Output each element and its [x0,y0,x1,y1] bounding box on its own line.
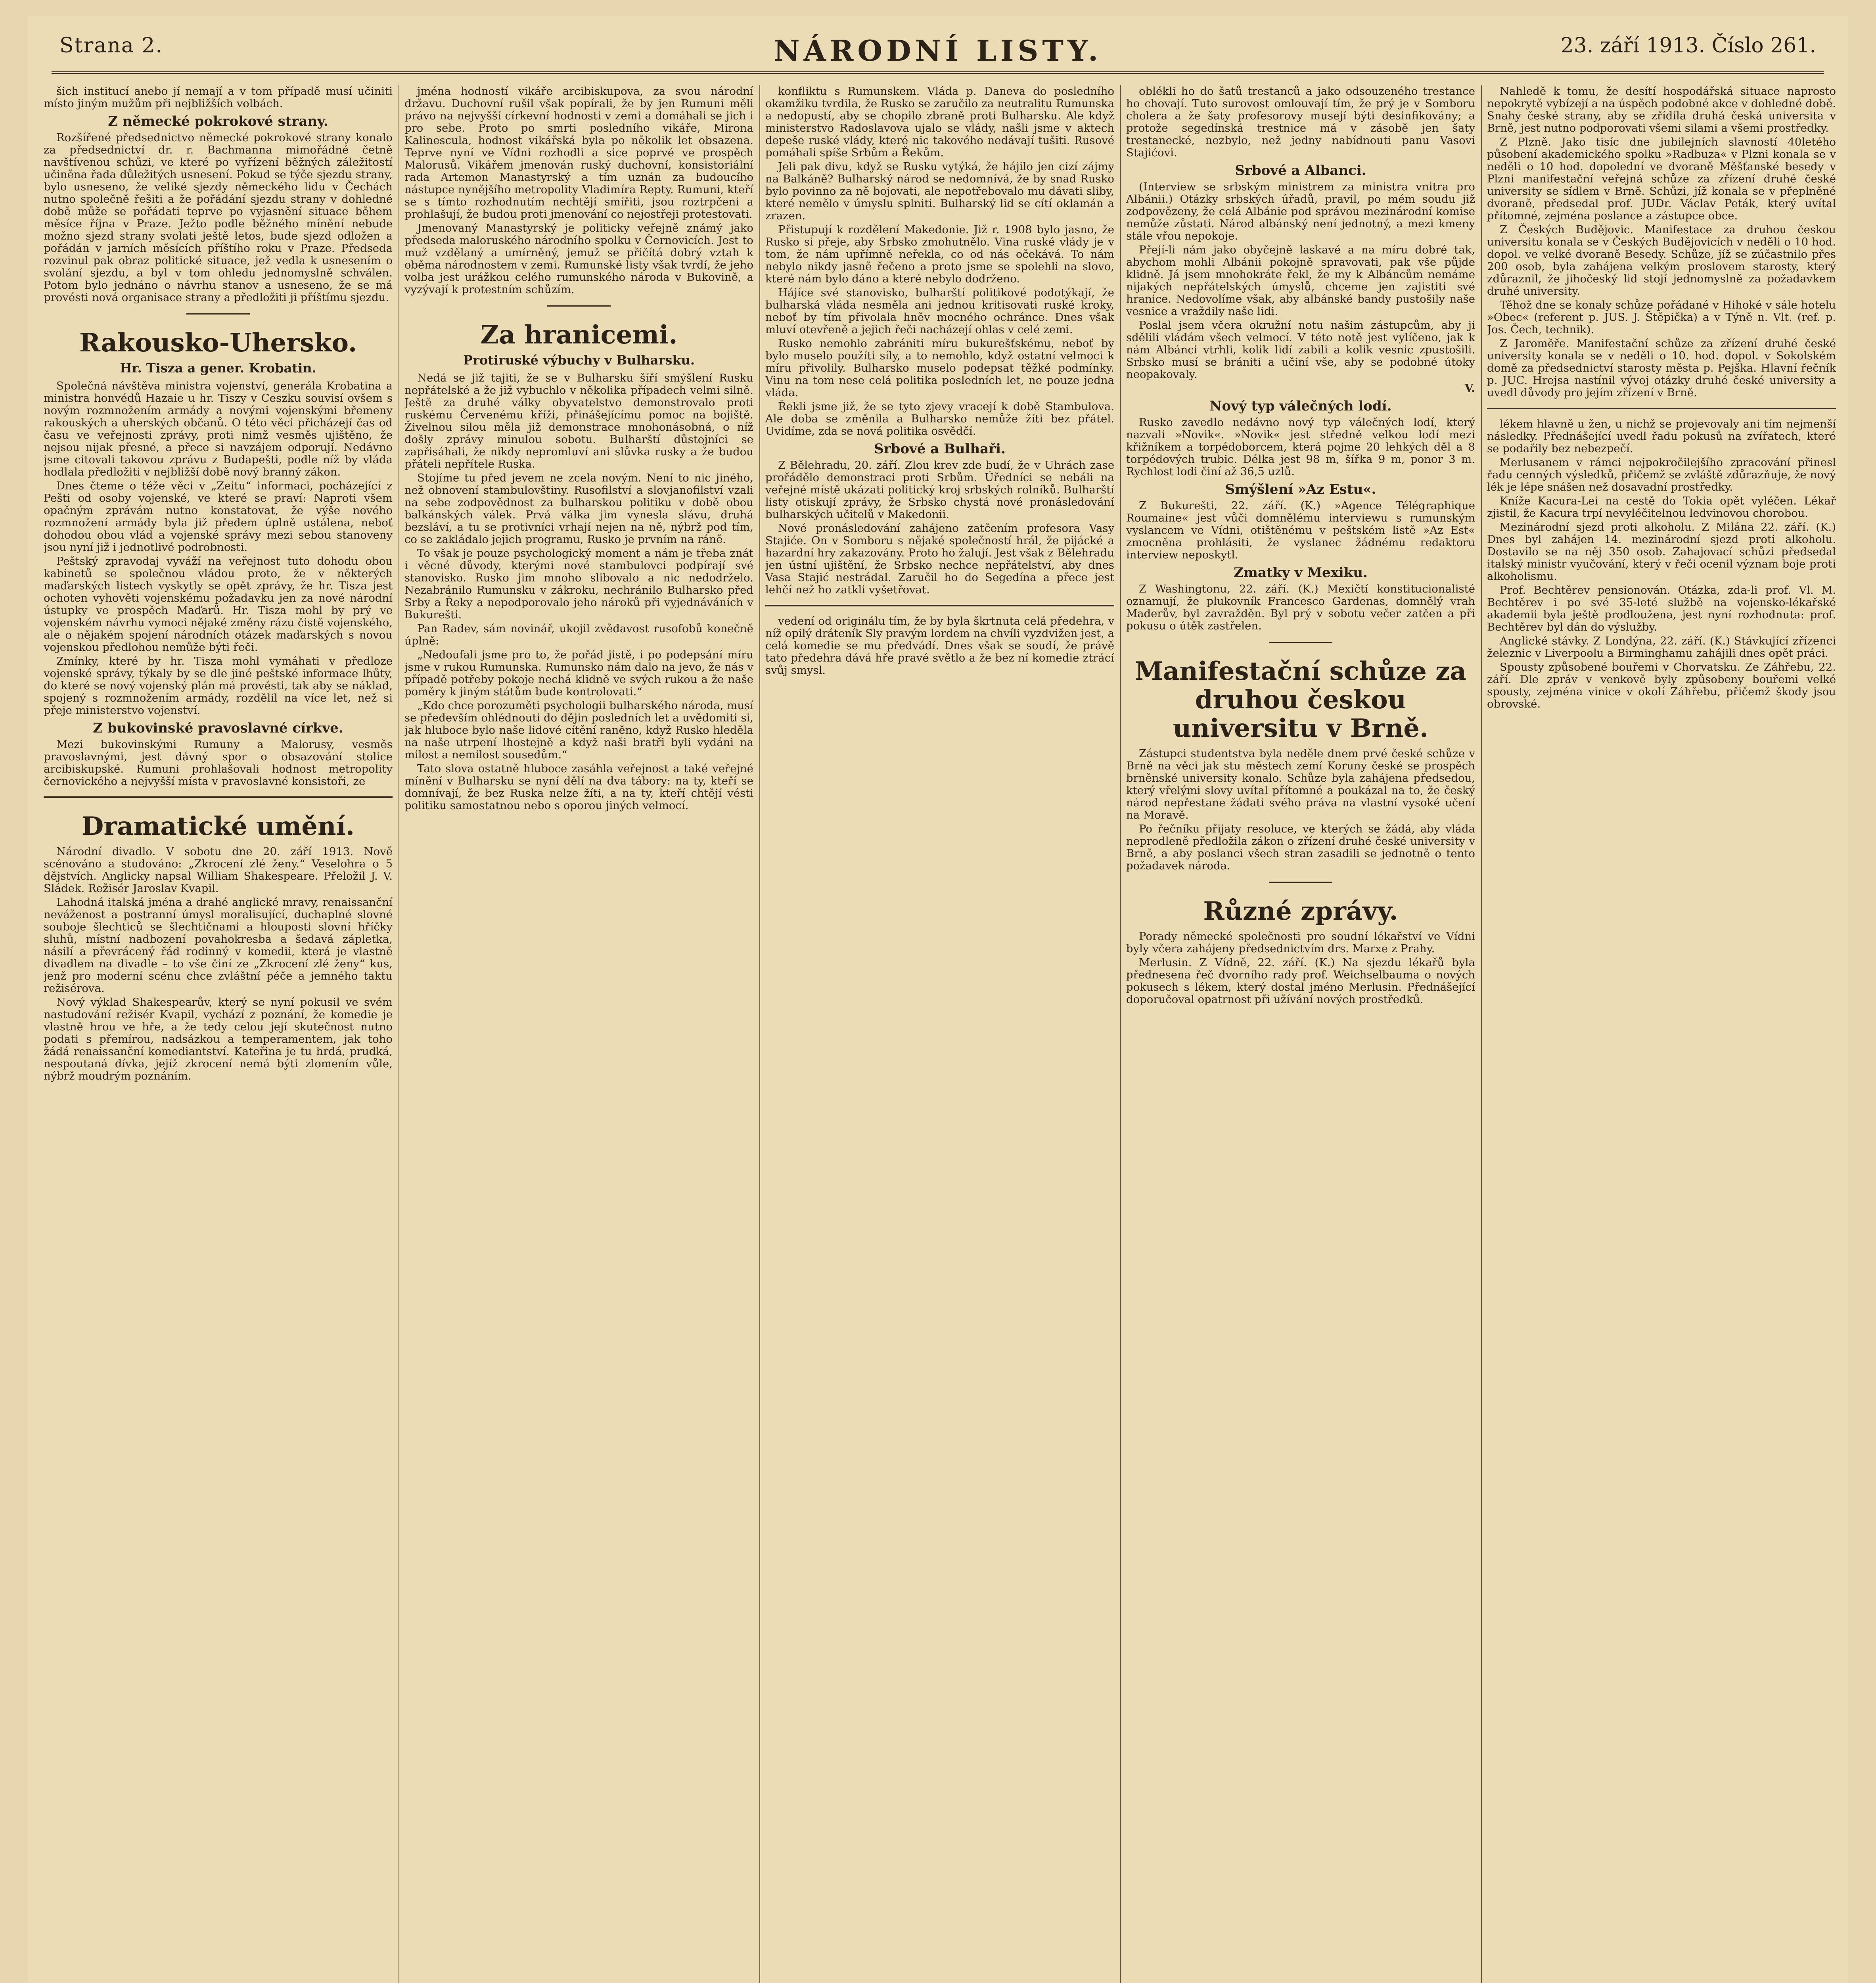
article-paragraph: Pan Radev, sám novinář, ukojil zvědavost rusofobů konečně úplně: [404,622,753,647]
divider [1487,408,1836,409]
article-paragraph: Rusko zavedlo nedávno nový typ válečných lodí, který nazvali »Novik«. »Novik« jest středně velkou lodí mezi křižníkem a torpédoborcem, která pojme 20 lehkých děl a 8 torpédových trubic. Délka jest 98 m, šířka 9 m, ponor 3 m. Rychlost lodi činí až 36,5 uzlů. [1126,416,1475,478]
article-paragraph: Jeli pak divu, když se Rusku vytýká, že hájilo jen cizí zájmy na Balkáně? Bulharský národ se nedomnívá, že by snad Rusko bylo povinno za ně bojovati, ale nepotřebovalo mu dávati sliby, které nemělo v úmyslu splniti. Bulharský lid se cítí oklamán a zrazen. [765,160,1114,222]
article-paragraph: Nahledě k tomu, že desítí hospodářská situace naprosto nepokrytě vybízejí a na úspěch podobné akce v dohledné době. Snahy české strany, aby se zřídila druhá česká universita v Brně, jest nutno podporovati všemi silami a všemi prostředky. [1487,85,1836,134]
article-paragraph: Z Jaroměře. Manifestační schůze za zřízení druhé české university konala se v neděli o 10. hod. dopol. v Sokolském domě za předsednictví starosty města p. Pejška. Hlavní řečník p. JUC. Hrejsa nastínil vývoj otázky druhé české university a uvedl důvody pro jejím zřízení v Brně. [1487,337,1836,399]
column-1 [44,85,393,1983]
newspaper-title: NÁRODNÍ LISTY. [773,34,1102,67]
article-headline: Protiruské výbuchy v Bulharsku. [463,353,695,368]
article-paragraph: Nedá se již tajiti, že se v Bulharsku šíří smýšlení Rusku nepřátelské a že již vybuchlo v několika případech velmi silně. Ještě za druhé války obyvatelstvo demonstrovalo proti ruskému Červenému kříži, přinášejícímu pomoc na bojiště. Živelnou silou měla již demonstrace mnohonásobná, o níž došly zprávy minulou sobotu. Bulharští důstojníci se zapřisáhali, že nikdy nepromluví ani slůvka rusky a že budou přáteli nepřítele Ruska. [404,372,753,470]
article-paragraph: (Interview se srbským ministrem za ministra vnitra pro Albánii.) Otázky srbských úřadů, pravil, po mém soudu již zodpovězeny, že celá Albánie pod správou mezinárodní komise nemůže zůstati. Národ albánský není jednotný, a mezi kmeny stále vřou nepokoje. [1126,180,1475,242]
section-heading: Z německé pokrokové strany. [108,113,328,129]
article-paragraph: Stojíme tu před jevem ne zcela novým. Není to nic jiného, než obnovení stambulovštiny. Rusofilství a slovjanofilství vzali na sebe zodpovědnost za bulharskou politiku v době obou balkánských válek. Prvá válka jim vynesla slávu, druhá bezsláví, a tu se protivníci vrhají nejen na ně, nýbrž pod tím, co se zakládalo jejich programu, Rusko je prvním na ráně. [404,472,753,546]
article-paragraph: Zmínky, které by hr. Tisza mohl vymáhati v předloze vojenské správy, týkaly by se dle jiné peštské informace lhůty, do které se nový vojenský plán má provésti, tak aby se náklad, spojený s rozmnožením armády, rozdělil na více let, než si přeje ministerstvo vojenství. [44,655,393,717]
article-paragraph: Přistupují k rozdělení Makedonie. Již r. 1908 bylo jasno, že Rusko si přeje, aby Srbsko zmohutnělo. Vina ruské vlády je v tom, že nám upřímně neřekla, co od nás očekává. To nám nebylo nikdy jasně řečeno a proto jsme se spolehli na slovo, které nám bylo dáno a které nebylo dodrženo. [765,223,1114,285]
article-paragraph: Peštský zpravodaj vyváží na veřejnost tuto dohodu obou kabinetů se společnou vládou proto, že v některých maďarských listech vyskytly se opět zprávy, že hr. Tisza jest ochoten vyhověti vojenskému požadavku jen za nové národní ústupky ve prospěch Maďarů. Hr. Tisza mohl by prý ve vojenském návrhu vymoci nějaké změny rázu čistě vojenského, ale o nějakém spojení národních otázek maďarských s novou vojenskou předlohou nemůže býti řeči. [44,555,393,654]
divider [44,796,393,798]
article-paragraph: Společná návštěva ministra vojenství, generála Krobatina a ministra honvédů Hazaie u hr. Tiszy v Ceszku souvisí ovšem s novým rozmnožením armády a novými vojenskými břemeny rakouských a uherských občanů. O této věci přicházejí čas od času ve veřejnosti zprávy, proti nimž vesměs ujištěno, že nejsou nijak přesné, a přece si navzájem odporují. Nedávno jsme citovali takovou zprávu z Budapešti, podle níž by vláda hodlala předložiti v nejbližší době nový branný zákon. [44,380,393,478]
article-headline: Hr. Tisza a gener. Krobatin. [120,361,316,376]
article-paragraph: jména hodností vikáře arcibiskupova, za svou národní državu. Duchovní rušil však popírali, že by jen Rumuni měli právo na nejvyšší církevní hodnosti v zemi a domáhali se jich i pro sebe. Proto po smrti posledního vikáře, Mirona Kalinescula, hodnost vikářská byla po několik let obsazena. Teprve nyní ve Vídni rozhodli a sice poprvé ve prospěch Malorusů. Vikářem jmenován ruský duchovní, konsistoriální rada Artemon Manastyrský a tím uznán za budoucího nástupce nynějšího metropolity Vladimíra Repty. Rumuni, kteří se s tímto rozhodnutím nechtějí smířiti, jsou roztrpčeni a prohlašují, že budou proti jmenování co nejostřeji protestovati. [404,85,753,221]
article-paragraph: lékem hlavně u žen, u nichž se projevovaly ani tím nejmenší následky. Přednášející uvedl řadu pokusů na zvířatech, které se podařily bez nebezpečí. [1487,418,1836,455]
page-number: Strana 2. [59,34,163,58]
divider [186,313,250,315]
article-paragraph: vedení od originálu tím, že by byla škrtnuta celá předehra, v níž opilý dráteník Sly pravým lordem na chvíli vyzdvižen jest, a celá komedie se mu předvádí. Dnes však se soudí, že právě tato předehra dává hře pravé světlo a že bez ní komedie ztrácí svůj smysl. [765,615,1114,677]
article-paragraph: Jmenovaný Manastyrský je politicky veřejně známý jako předseda maloruského národního spolku v Černovicích. Jest to muž vzdělaný a umírněný, jemuž se přičítá dobrý vztah k oběma národnostem v zemi. Rumunské listy však tvrdí, že jeho volba jest urážkou celého rumunského národa v Bukovině, a vyzývají k protestním schůzím. [404,222,753,296]
article-paragraph: Z Českých Budějovic. Manifestace za druhou českou universitu konala se v Českých Budějovicích v neděli o 10 hod. dopol. ve velké dvoraně Besedy. Schůze, jíž se zúčastnilo přes 200 osob, byla zahájena velkým proslovem starosty, který zdůraznil, že jihočeský lid stojí jednomyslně za požadavkem druhé university. [1487,223,1836,297]
section-heading: Srbové a Albanci. [1235,163,1366,178]
article-paragraph: Merlusanem v rámci nejpokročilejšího zpracování přinesl řadu cenných výsledků, přičemž se zvláště zdůrazňuje, že nový lék je lépe snášen než dosavadní prostředky. [1487,456,1836,493]
article-paragraph: Hájíce své stanovisko, bulharští politikové podotýkají, že bulharská vláda nesměla ani jednou kritisovati ruské kroky, neboť by tím přivolala hněv mocného ochránce. Dnes však mluví otevřeně a jejich řeči nacházejí ohlas v celé zemi. [765,286,1114,336]
column-4 [1126,85,1475,1983]
newspaper-page [28,16,1848,1983]
article-paragraph: „Nedoufali jsme pro to, že pořád jistě, i po podepsání míru jsme v rukou Rumunska. Rumunsko nám dalo na jevo, že nás v případě potřeby pokoje nechá klidně ve svých rukou a že naše poměry k jiným státům bude kontrolovati.“ [404,648,753,698]
section-title: Různé zprávy. [1203,896,1398,926]
article-paragraph: Rozšířené předsednictvo německé pokrokové strany konalo za předsednictví dr. r. Bachmanna mimořádné četně navštívenou schůzi, ve které po vyřízení běžných záležitostí učiněna řada důležitých usnesení. Pokud se týče sjezdu strany, bylo usneseno, že veliké sjezdy německého lidu v Čechách nutno společně řešiti a že pořádání sjezdu strany v dohledné době může se pořádati teprve po vyjasnění situace během měsíce října v Praze. Ježto podle běžného mínění nebude možno sjezd strany svolati ještě letos, bude sjezd odložen a pořádán v jarních měsících příštího roku v Praze. Předseda rozvinul pak obraz politické situace, jež vedla k usnesením o svolání sjezdu, a byl v tom ohledu jednomyslně schválen. Potom bylo jednáno o návrhu stanov a usneseno, že se má provésti nová organisace strany a předložiti ji příštímu sjezdu. [44,131,393,304]
article-paragraph: Poslal jsem včera okružní notu našim zástupcům, aby ji sdělili vládám všech velmocí. V této notě jest vylíčeno, jak k nám Albánci vtrhli, kolik lidí zabili a kolik vesnic zpustošili. Srbsko musí se brániti a učiní vše, aby se podobné útoky neopakovaly. [1126,319,1475,381]
section-title: Rakousko-Uhersko. [79,328,357,358]
issue-date: 23. září 1913. Číslo 261. [1560,34,1816,58]
article-paragraph: Tato slova ostatně hluboce zasáhla veřejnost a také veřejné mínění v Bulharsku se nyní dělí na dva tábory: na ty, kteří se domnívají, že bez Ruska nelze žíti, a na ty, kteří chtějí vésti politiku samostatnou nebo s oporou jiných velmocí. [404,762,753,812]
section-title: Za hranicemi. [480,320,678,350]
column-3 [765,85,1114,1983]
divider [1269,642,1332,643]
article-paragraph: „Kdo chce porozuměti psychologii bulharského národa, musí se především ohlédnouti do dějin posledních let a uvědomiti si, jak hluboce bylo naše lidové cítění raněno, když Rusko hleděla na naše utrpení lhostejně a když naši bratři byli vydáni na milost a nemilost sousedům.“ [404,699,753,761]
divider [1269,882,1332,883]
divider [765,605,1114,606]
column-rule [1120,85,1121,1983]
section-heading: Nový typ válečných lodí. [1209,398,1392,414]
article-paragraph: Mezinárodní sjezd proti alkoholu. Z Milána 22. září. (K.) Dnes byl zahájen 14. mezinárodní sjezd proti alkoholu. Dostavilo se na něj 350 osob. Zahajovací schůzi předsedal italský ministr vyučování, který v řeči ocenil význam boje proti alkoholismu. [1487,521,1836,583]
article-paragraph: Spousty způsobené bouřemi v Chorvatsku. Ze Záhřebu, 22. září. Dle zpráv v venkově byly způsobeny bouřemi velké spousty, zejména vinice v okolí Záhřebu, přičemž škody jsou obrovské. [1487,661,1836,710]
article-paragraph: Porady německé společnosti pro soudní lékařství ve Vídni byly včera zahájeny předsednictvím drs. Marxe z Prahy. [1126,930,1475,955]
article-paragraph: konfliktu s Rumunskem. Vláda p. Daneva do posledního okamžiku tvrdila, že Rusko se zaručilo za neutralitu Rumunska a nedopustí, aby se chopilo zbraně proti Bulharsku. Ale když ministerstvo Radoslavova ujalo se vlády, našli jsme v aktech depeše ruské vlády, které nic takového nedávají tušiti. Rusové pomáhali spíše Srbům a Řekům. [765,85,1114,159]
masthead [52,24,1824,74]
section-heading: Srbové a Bulhaři. [874,441,1006,457]
section-title: Dramatické umění. [81,811,355,841]
article-paragraph: Z Bělehradu, 20. září. Zlou krev zde budí, že v Uhrách zase prořádělo demonstraci proti Srbům. Úředníci se nebáli na veřejné místě ukázati politický kroj srbských rolníků. Bulharští listy otiskují zprávy, že Srbsko chystá nové pronásledování bulharských učitelů v Makedonii. [765,459,1114,521]
article-paragraph: Kníže Kacura-Lei na cestě do Tokia opět vyléčen. Lékař zjistil, že Kacura trpí nevyléčitelnou ledvinovou chorobou. [1487,495,1836,520]
author-signature: V. [1464,382,1475,395]
column-2 [404,85,753,1983]
article-paragraph: Dnes čteme o téže věci v „Zeitu“ informaci, pocházející z Pešti od osoby vojenské, ve které se praví: Naproti všem opačným zprávám nutno konstatovat, že výše nového rozmnožení armády byla již předem úplně ustálena, neboť dohodou obou vlád a vojenské správy mezi sebou stanoveny jsou nyní již i jednotlivé podrobnosti. [44,479,393,554]
article-paragraph: Přejí-li nám jako obyčejně laskavé a na míru dobré tak, abychom mohli Albánii pokojně spravovati, pak vše půjde klidně. Já jsem mnohokráte řekl, že my k Albáncům nemáme nijakých nepřátelských úmyslů, chceme jen zajistiti své hranice. Nedovolíme však, aby albánské bandy pustošily naše vesnice a vraždily naše lidi. [1126,244,1475,318]
article-paragraph: Po řečníku přijaty resoluce, ve kterých se žádá, aby vláda neprodleně předložila zákon o zřízení druhé české university v Brně, a aby poslanci všech stran zasadili se jednotně o tento požadavek národa. [1126,823,1475,872]
section-heading: Z bukovinské pravoslavné církve. [93,720,343,736]
article-paragraph: Lahodná italská jména a drahé anglické mravy, renaissanční neváženost a postranní úmysl moralisující, duchaplné slovné souboje šlechticů se šlechtičnami a hlouposti slovní hříčky sluhů, místní nadbození povahokresba a šedavá zápletka, násilí a převrácený řád rodinný v komedii, která je vlastně divadlem na divadle – to vše činí ze „Zkrocení zlé ženy“ kus, jenž pro moderní scénu chce zvláštní péče a jemného taktu režisérova. [44,896,393,995]
article-paragraph: To však je pouze psychologický moment a nám je třeba znát i věcné důvody, kterými nové stambulovci podpírají své stanovisko. Rusko jim mnoho slibovalo a nic nedodrželo. Nezabránilo Rumunsku v zákroku, nechránilo Bulharsko před Srby a Řeky a nepodporovalo jeho nároků při vyjednáváních v Bukurešti. [404,547,753,621]
article-paragraph: Merlusin. Z Vídně, 22. září. (K.) Na sjezdu lékařů byla přednesena řeč dvorního rady prof. Weichselbauma o nových pokusech s lékem, který dostal jméno Merlusin. Přednášející doporučoval opatrnost při užívání nových prostředků. [1126,956,1475,1006]
section-heading: Smýšlení »Az Estu«. [1225,481,1376,497]
article-paragraph: Mezi bukovinskými Rumuny a Malorusy, vesměs pravoslavnými, jest dávný spor o obsazování stolice arcibiskupské. Rumuni prohlašovali hodnost metropolity černovického a nejvyšší místa v pravoslavné konsistoři, ze [44,738,393,788]
article-paragraph: oblékli ho do šatů trestanců a jako odsouzeného trestance ho chovají. Tuto surovost omlouvají tím, že prý je v Somboru cholera a že šaty profesorovy musejí býti desinfikovány; a protože segedínská trestnice má v zásobě jen šaty trestanecké, nezbylo, než jedny nabídnouti panu Vasovi Stajićovi. [1126,85,1475,159]
article-paragraph: Z Washingtonu, 22. září. (K.) Mexičtí konstitucionalisté oznamují, že plukovník Francesco Gardenas, domnělý vrah Maderův, byl zavražděn. Byl prý v sobotu večer zatčen a při pokusu o útěk zastřelen. [1126,583,1475,632]
article-paragraph: Nový výklad Shakespearův, který se nyní pokusil ve svém nastudování režisér Kvapil, vychází z poznání, že komedie je vlastně hrou ve hře, a že tedy celou její skutečnost nutno podati s přemírou, nadsázkou a temperamentem, jak toho žádá renaissanční komediantství. Kateřina je tu hrdá, prudká, nespoutaná dívka, jejíž zkrocení nemá býti zlomením vůle, nýbrž moudrým poznáním. [44,996,393,1082]
divider [547,305,611,307]
article-paragraph: Z Bukurešti, 22. září. (K.) »Agence Télégraphique Roumaine« jest vůči domnělému interviewu s rumunským vyslancem ve Vídni, otištěnému v peštském listě »Az Est« zmocněna prohlásiti, že vyslanec žádnému redaktoru interview neposkytl. [1126,499,1475,561]
article-paragraph: Národní divadlo. V sobotu dne 20. září 1913. Nově scénováno a studováno: „Zkrocení zlé ženy.“ Veselohra o 5 dějstvích. Anglicky napsal William Shakespeare. Přeložil J. V. Sládek. Režisér Jaroslav Kvapil. [44,845,393,895]
article-paragraph: Řekli jsme již, že se tyto zjevy vracejí k době Stambulova. Ale doba se změnila a Bulharsko nemůže žíti bez přátel. Uvidíme, zda se nová politika osvědčí. [765,400,1114,437]
article-paragraph: Z Plzně. Jako tisíc dne jubilejních slavností 40letého působení akademického spolku »Radbuza« v Plzni konala se v neděli o 10 hod. dopolední ve dvoraně Měšťanské besedy v Plzni manifestační veřejná schůze za zřízení druhé české university se sídlem v Brně. Schůzi, jíž konala se v přeplněné dvoraně, předsedal prof. JUDr. Václav Peták, který uvítal přítomné, zejména poslance a zástupce obce. [1487,136,1836,222]
article-paragraph: šich institucí anebo jí nemají a v tom případě musí učiniti místo jiným mužům při nejbližších volbách. [44,85,393,110]
article-paragraph: Rusko nemohlo zabrániti míru bukurešťskému, neboť by bylo muselo použíti síly, a to nemohlo, když ostatní velmoci k míru přivolily. Bulharsko muselo podepsat těžké podmínky. Vinu na tom nese celá politika posledních let, ne pouze jedna vláda. [765,337,1114,399]
article-paragraph: Těhož dne se konaly schůze pořádané v Hihoké v sále hotelu »Obec« (referent p. JUS. J. Štěpička) a v Týně n. Vlt. (ref. p. Jos. Čech, technik). [1487,299,1836,336]
column-5 [1487,85,1836,1983]
article-paragraph: Nové pronásledování zahájeno zatčením profesora Vasy Stajiće. On v Somboru s nějaké společností hrál, že pijácké a hazardní hry zakazovány. Proto ho žalují. Jest však z Bělehradu jen ústní ujištění, že Srbsko nechce nepřátelství, aby dnes Vasa Stajić nestrádal. Zaručil ho do Segedína a přece jest lehčí než ho zatkli vyšetřovat. [765,522,1114,596]
column-rule [759,85,760,1983]
article-paragraph: Zástupci studentstva byla neděle dnem prvé české schůze v Brně na věci jak stu městech zemí Koruny české se prospěch brněnské university konalo. Schůze byla zahájena předsedou, který vřelými slovy uvítal přítomné a poukázal na to, že český národ nepřestane žádati svého práva na vlastní vysoké učení na Moravě. [1126,747,1475,821]
article-paragraph: Prof. Bechtěrev pensionován. Otázka, zda-li prof. Vl. M. Bechtěrev i po své 35-leté službě na vojensko-lékařské akademii byla ještě prodloužena, jest nyní rozhodnuta: prof. Bechtěrev byl dán do výslužby. [1487,584,1836,633]
section-heading: Zmatky v Mexiku. [1234,565,1368,581]
article-paragraph: Anglické stávky. Z Londýna, 22. září. (K.) Stávkující zřízenci železnic v Liverpoolu a Birminghamu zahájili dnes opět práci. [1487,635,1836,660]
section-title: Manifestační schůze za druhou českou universitu v Brně. [1135,656,1466,743]
column-rule [1481,85,1482,1983]
